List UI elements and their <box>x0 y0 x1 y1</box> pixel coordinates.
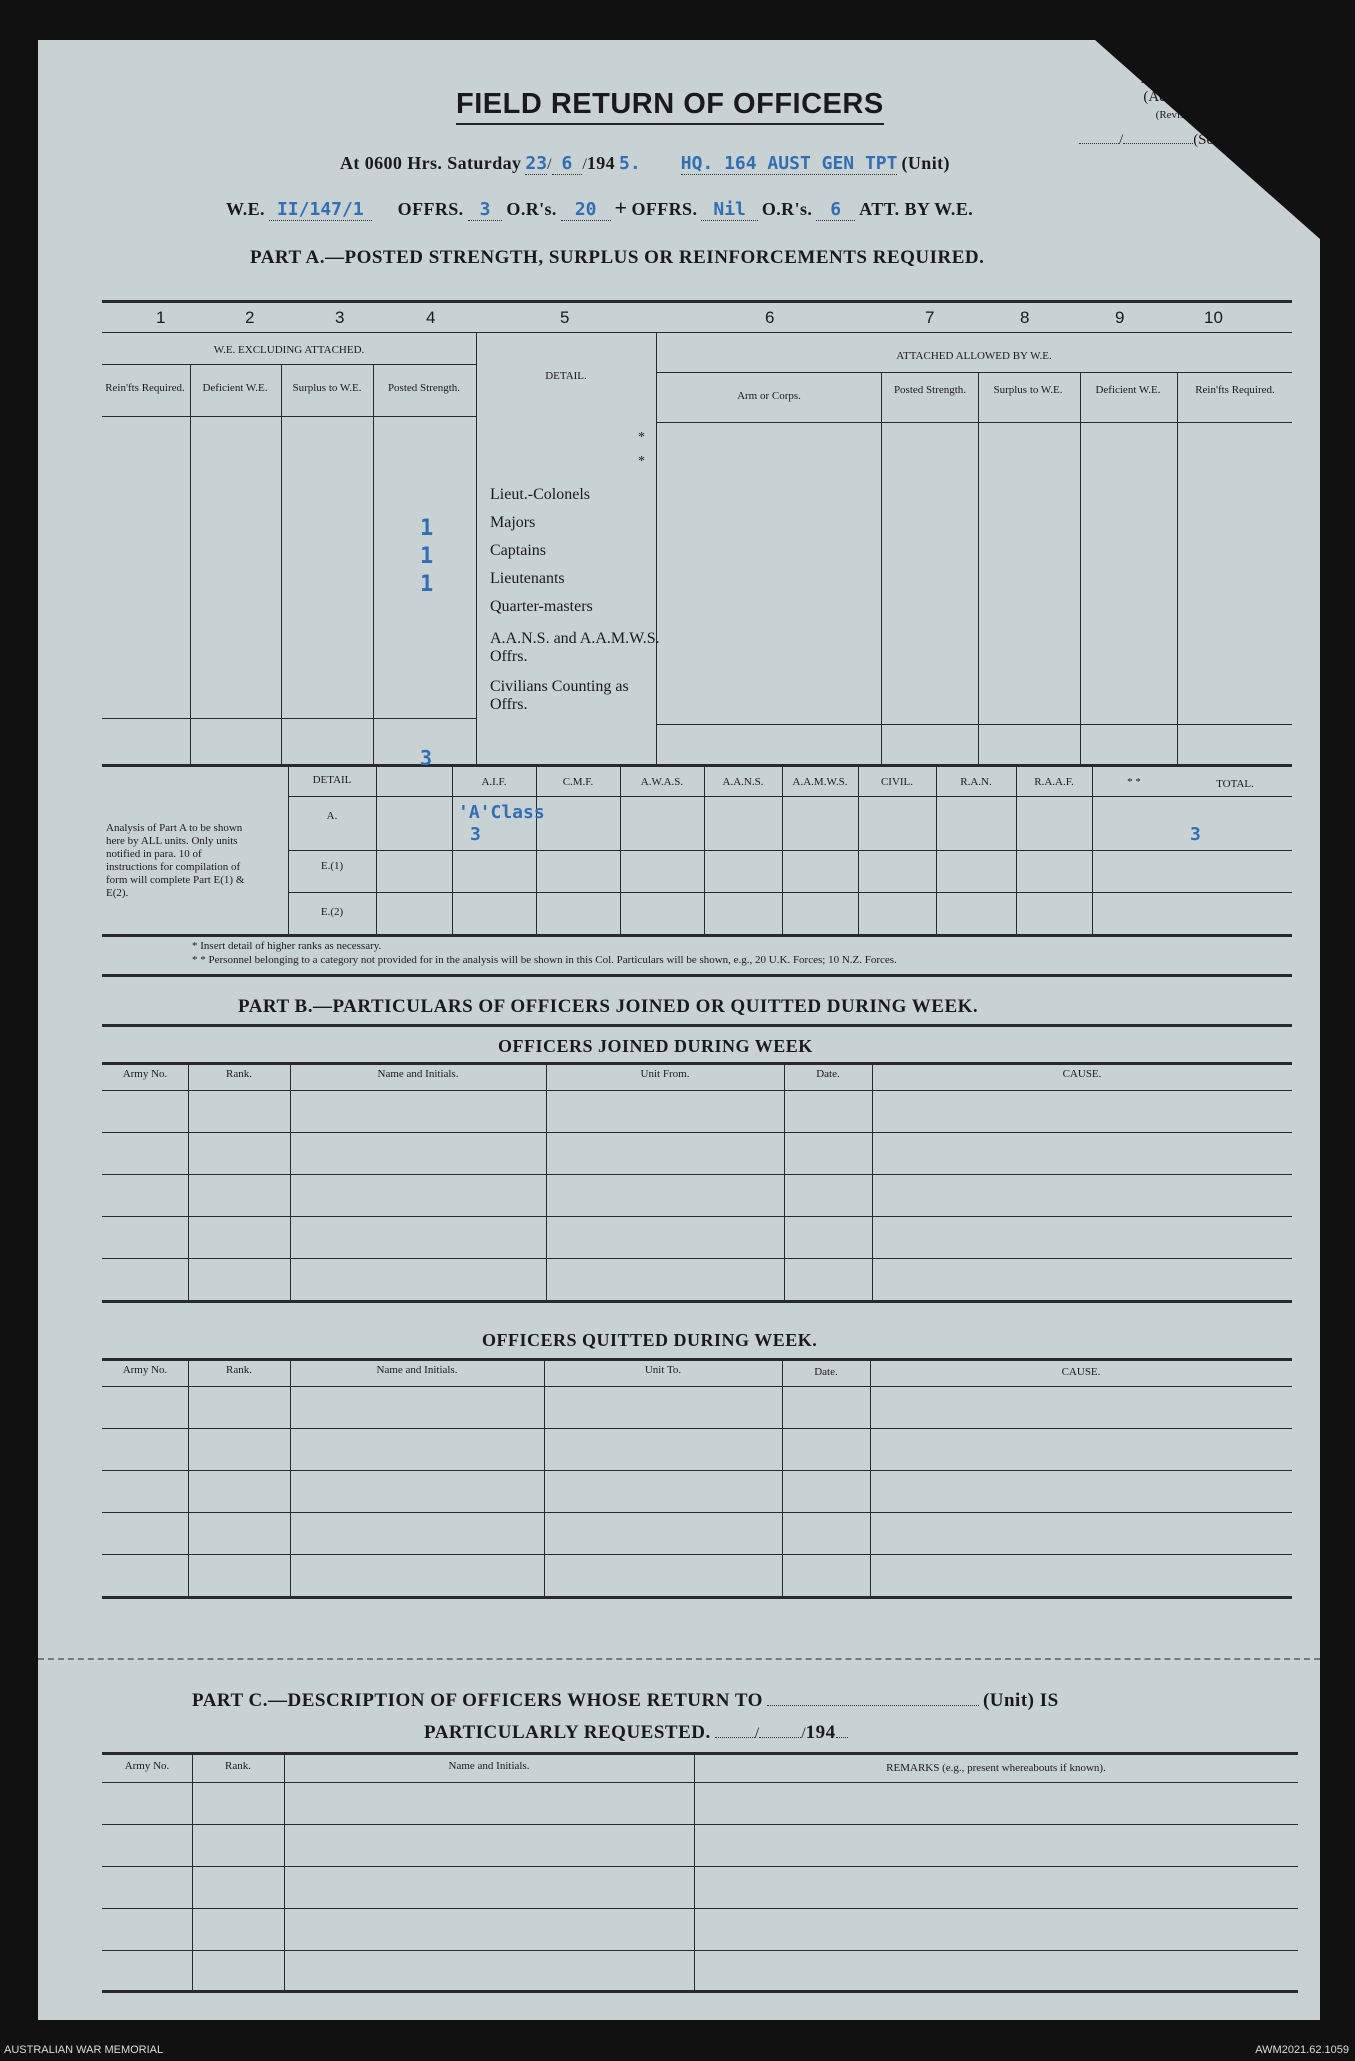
offrs-att-value: Nil <box>701 199 758 221</box>
quitted-date-header: Date. <box>814 1366 838 1378</box>
part-c-title: PART C.—DESCRIPTION OF OFFICERS WHOSE RETURN TO <box>192 1690 763 1711</box>
part-c-line-1 <box>192 1690 1059 1712</box>
col-number-9: 9 <box>1115 308 1125 327</box>
analysis-awas-header: A.W.A.S. <box>640 776 684 788</box>
rank-majors: Majors <box>490 514 536 531</box>
part-c-requested: PARTICULARLY REQUESTED. <box>424 1722 711 1743</box>
date-day: 23 <box>525 153 548 174</box>
analysis-ran-header: R.A.N. <box>960 776 992 788</box>
col-number-1: 1 <box>156 308 166 327</box>
offrs-value: 3 <box>468 199 503 221</box>
rank-captains: Captains <box>490 542 546 559</box>
header-line-2 <box>226 195 973 221</box>
col-number-6: 6 <box>765 308 775 327</box>
deficient-header-right: Deficient W.E. <box>1095 384 1161 396</box>
army-form-number: Army Form W.3008 <box>1141 71 1260 87</box>
partc-remarks-header: REMARKS (e.g., present whereabouts if known). <box>886 1762 1106 1774</box>
partc-rank-header: Rank. <box>225 1760 251 1772</box>
quitted-name-header: Name and Initials. <box>376 1364 458 1376</box>
we-excluding-attached-header: W.E. EXCLUDING ATTACHED. <box>213 344 365 356</box>
col-number-10: 10 <box>1204 308 1223 327</box>
partc-army-no-header: Army No. <box>124 1760 170 1772</box>
part-c-line-2: PARTICULARLY REQUESTED. / /194 <box>424 1722 848 1744</box>
joined-rank-header: Rank. <box>226 1068 252 1080</box>
analysis-aif-header: A.I.F. <box>481 776 507 788</box>
ors-label: O.R's. <box>506 199 557 219</box>
deficient-header-left: Deficient W.E. <box>202 382 268 394</box>
at-hours-label: At 0600 Hrs. Saturday <box>340 153 522 173</box>
date-month: 6 <box>552 153 583 175</box>
header-line-1: At 0600 Hrs. Saturday 23/ 6 /194 5. HQ. 164 AUST GEN TPT (Unit) <box>340 153 950 174</box>
analysis-detail-header: DETAIL <box>312 774 352 786</box>
rank-lieutenants: Lieutenants <box>490 570 565 587</box>
aif-a-value: 3 <box>470 824 481 845</box>
ors-att-label: O.R's. <box>761 199 813 219</box>
col-number-4: 4 <box>426 308 436 327</box>
surplus-header-right: Surplus to W.E. <box>993 384 1063 396</box>
analysis-row-e2: E.(2) <box>320 906 344 918</box>
form-title: FIELD RETURN OF OFFICERS <box>456 88 884 125</box>
joined-unit-from-header: Unit From. <box>640 1068 690 1080</box>
plus-sign: + <box>614 195 628 220</box>
attached-allowed-header: ATTACHED ALLOWED BY W.E. <box>896 350 1052 362</box>
analysis-raaf-header: R.A.A.F. <box>1034 776 1074 788</box>
joined-date-header: Date. <box>816 1068 840 1080</box>
joined-army-no-header: Army No. <box>122 1068 168 1080</box>
analysis-row-e1: E.(1) <box>320 860 344 872</box>
col-number-2: 2 <box>245 308 255 327</box>
joined-name-header: Name and Initials. <box>377 1068 459 1080</box>
analysis-total-header: TOTAL. <box>1216 778 1254 790</box>
revised-date: (Revised Jan., 1943) <box>1155 109 1247 121</box>
footer-source: AUSTRALIAN WAR MEMORIAL <box>4 2044 164 2056</box>
reinfts-required-header-left: Rein'fts Required. <box>105 382 185 394</box>
unit-label: (Unit) <box>901 153 950 173</box>
col-number-3: 3 <box>335 308 345 327</box>
posted-strength-header-right: Posted Strength. <box>893 384 967 396</box>
analysis-civil-header: CIVIL. <box>880 776 914 788</box>
surplus-header-left: Surplus to W.E. <box>292 382 362 394</box>
posted-captains: 1 <box>420 544 434 569</box>
col-number-8: 8 <box>1020 308 1030 327</box>
unit-typed: HQ. 164 AUST GEN TPT <box>680 153 898 174</box>
joined-cause-header: CAUSE. <box>1062 1068 1102 1080</box>
serial-number-field: / (Serial No.) <box>1079 132 1264 149</box>
reinfts-required-header-right: Rein'fts Required. <box>1195 384 1275 396</box>
att-by-we-label: ATT. BY W.E. <box>859 199 974 219</box>
aif-a-class: 'A'Class <box>458 802 545 823</box>
analysis-note: Analysis of Part A to be shown here by ALL units. Only units notified in para. 10 of instructions for compilation of form will complete Part E(1) & E(2). <box>106 822 245 899</box>
analysis-aans-header: A.A.N.S. <box>722 776 764 788</box>
footnote-2: * * Personnel belonging to a category not provided for in the analysis will be shown in this Col. Particulars will be shown, e.g., 20 U.K. Forces; 10 N.Z. Forces. <box>192 954 897 966</box>
perforation-line <box>38 1658 1320 1660</box>
star-2: * <box>638 454 645 469</box>
col-number-7: 7 <box>925 308 935 327</box>
posted-total: 3 <box>420 746 433 770</box>
quitted-title: OFFICERS QUITTED DURING WEEK. <box>482 1330 818 1350</box>
posted-strength-header-left: Posted Strength. <box>387 382 461 394</box>
analysis-other-header: * * <box>1127 776 1141 788</box>
footnote-1: * Insert detail of higher ranks as necessary. <box>192 940 382 952</box>
offrs-label: OFFRS. <box>397 199 464 219</box>
total-a-value: 3 <box>1190 824 1201 845</box>
partc-name-header: Name and Initials. <box>448 1760 530 1772</box>
quitted-cause-header: CAUSE. <box>1061 1366 1101 1378</box>
analysis-cmf-header: C.M.F. <box>562 776 594 788</box>
we-label: W.E. <box>226 199 265 219</box>
detail-header: DETAIL. <box>545 370 587 382</box>
quitted-army-no-header: Army No. <box>122 1364 168 1376</box>
rank-civilians: Civilians Counting as Offrs. <box>490 678 629 713</box>
rank-quarter-masters: Quarter-masters <box>490 598 593 615</box>
col-number-5: 5 <box>560 308 570 327</box>
footer-accession: AWM2021.62.1059 <box>1255 2044 1349 2056</box>
folded-corner <box>1095 40 1355 270</box>
joined-title: OFFICERS JOINED DURING WEEK <box>498 1036 813 1056</box>
analysis-row-a: A. <box>326 810 338 822</box>
star-1: * <box>638 430 645 445</box>
offrs-att-label: OFFRS. <box>631 199 698 219</box>
quitted-rank-header: Rank. <box>226 1364 252 1376</box>
form-sheet <box>38 40 1320 2020</box>
arm-or-corps-header: Arm or Corps. <box>737 390 801 402</box>
year-suffix: 5. <box>619 153 641 174</box>
posted-majors: 1 <box>420 516 434 541</box>
posted-lieutenants: 1 <box>420 572 434 597</box>
we-value: II/147/1 <box>269 199 372 221</box>
rank-aans-aamws: A.A.N.S. and A.A.M.W.S. Offrs. <box>490 630 660 665</box>
adapted-page: (Adapted) (Page 1) <box>1143 89 1259 105</box>
part-a-title: PART A.—POSTED STRENGTH, SURPLUS OR REINFORCEMENTS REQUIRED. <box>250 247 985 268</box>
part-c-year: 194 <box>805 1722 836 1743</box>
analysis-aamws-header: A.A.M.W.S. <box>792 776 848 788</box>
ors-att-value: 6 <box>816 199 855 221</box>
ors-value: 20 <box>561 199 611 221</box>
part-c-unit-is: (Unit) IS <box>982 1690 1059 1711</box>
year-prefix: 194 <box>586 153 616 173</box>
quitted-unit-to-header: Unit To. <box>644 1364 682 1376</box>
rank-lieut-colonels: Lieut.-Colonels <box>490 486 590 503</box>
part-b-title: PART B.—PARTICULARS OF OFFICERS JOINED OR QUITTED DURING WEEK. <box>238 996 979 1017</box>
